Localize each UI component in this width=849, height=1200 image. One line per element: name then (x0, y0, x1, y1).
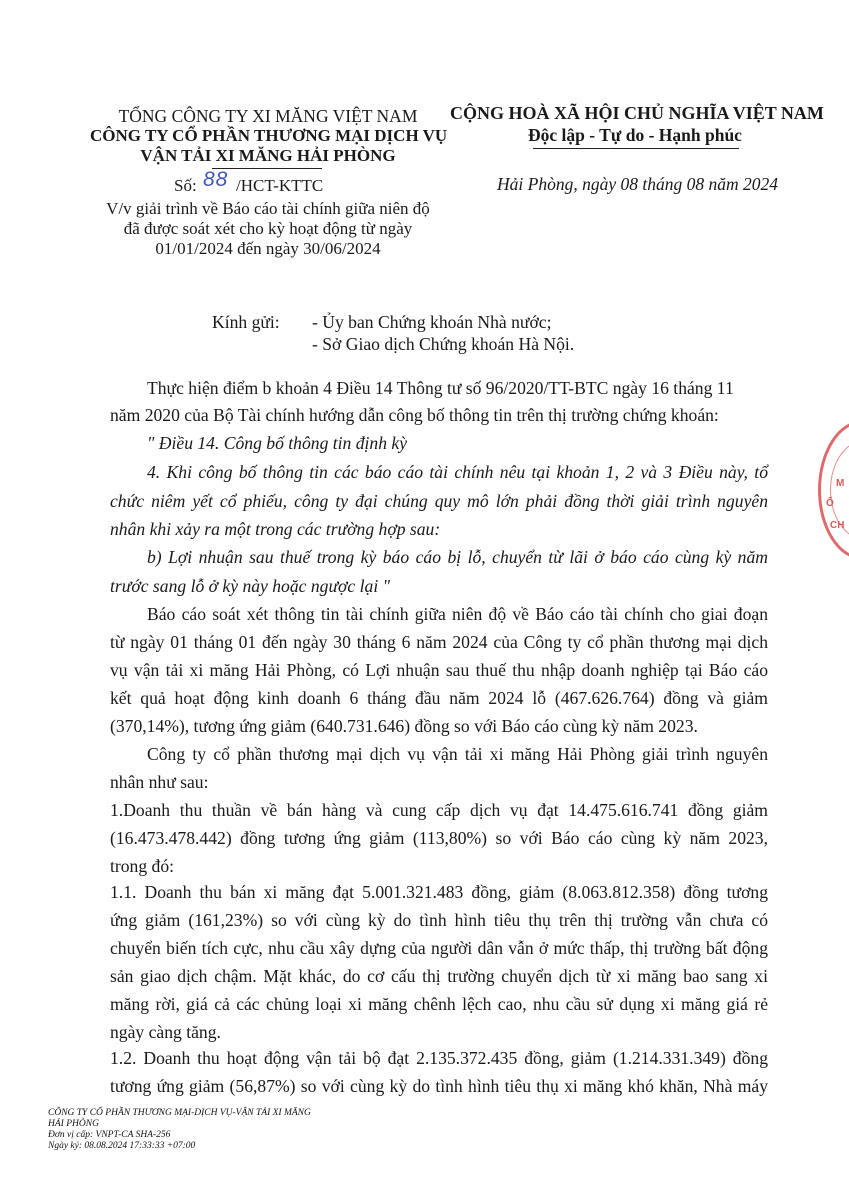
subject-line-1: V/v giải trình về Báo cáo tài chính giữa niên độ (106, 199, 430, 218)
quote-line: chức niêm yết cổ phiếu, công ty đại chúng quy mô lớn phải đồng thời giải trình nguyên (110, 491, 768, 511)
quote-line: 4. Khi công bố thông tin các báo cáo tài chính nêu tại khoản 1, 2 và 3 Điều này, tổ (147, 462, 768, 482)
place-date: Hải Phòng, ngày 08 tháng 08 năm 2024 (497, 174, 778, 194)
subject-line-2: đã được soát xét cho kỳ hoạt động từ ngày (123, 219, 413, 238)
quote-line: " Điều 14. Công bố thông tin định kỳ (147, 433, 408, 453)
doc-number-prefix: Số: (174, 176, 197, 195)
signature-footer-line: CÔNG TY CỔ PHẦN THƯƠNG MẠI-DỊCH VỤ-VẬN TẢI XI MĂNG (48, 1108, 311, 1118)
quote-line: trước sang lỗ ở kỳ này hoặc ngược lại " (110, 576, 390, 596)
motto-underline (533, 148, 739, 149)
quote-line: b) Lợi nhuận sau thuế trong kỳ báo cáo bị lỗ, chuyển từ lãi ở báo cáo cùng kỳ năm (147, 547, 768, 567)
company-name-line2: VẬN TẢI XI MĂNG HẢI PHÒNG (140, 146, 396, 165)
signature-footer-line: Ngày ký: 08.08.2024 17:33:33 +07:00 (48, 1141, 196, 1151)
section-line: tương ứng giảm (56,87%) so với cùng kỳ do tình hình tiêu thụ xi măng khó khăn, Nhà máy (110, 1076, 768, 1096)
body-line: kết quả hoạt động kinh doanh 6 tháng đầu năm 2024 lỗ (467.626.764) đồng và giảm (110, 688, 768, 708)
company-name-line1: CÔNG TY CỔ PHẦN THƯƠNG MẠI DỊCH VỤ (90, 126, 448, 145)
section-line: 1.1. Doanh thu bán xi măng đạt 5.001.321.483 đồng, giảm (8.063.812.358) đồng tương (110, 882, 768, 902)
signature-footer-line: HẢI PHÒNG (48, 1119, 99, 1129)
doc-number-suffix: /HCT-KTTC (236, 176, 324, 195)
company-underline (212, 168, 322, 169)
body-line: Thực hiện điểm b khoản 4 Điều 14 Thông tư số 96/2020/TT-BTC ngày 16 tháng 11 (147, 378, 734, 398)
national-title: CỘNG HOÀ XÃ HỘI CHỦ NGHĨA VIỆT NAM (450, 103, 824, 123)
subject-line-3: 01/01/2024 đến ngày 30/06/2024 (155, 239, 381, 258)
section-line: ngày càng tăng. (110, 1022, 221, 1042)
section-line: ứng giảm (161,23%) so với cùng kỳ do tình hình tiêu thụ trên thị trường vẫn chưa có (110, 910, 768, 930)
recipients-label: Kính gửi: (212, 312, 280, 332)
handwritten-doc-number: 88 (203, 168, 229, 191)
section-line: măng rời, giá cả các chủng loại xi măng chênh lệch cao, nhu cầu sử dụng xi măng giá rẻ (110, 994, 768, 1014)
section-line: sản giao dịch chậm. Mặt khác, do cơ cấu thị trường chuyển dịch từ xi măng bao sang xi (110, 966, 768, 986)
parent-company: TỔNG CÔNG TY XI MĂNG VIỆT NAM (118, 106, 418, 126)
body-line: năm 2020 của Bộ Tài chính hướng dẫn công bố thông tin trên thị trường chứng khoán: (110, 405, 719, 425)
recipient-item: - Ủy ban Chứng khoán Nhà nước; (312, 312, 552, 332)
section-line: 1.Doanh thu thuần về bán hàng và cung cấp dịch vụ đạt 14.475.616.741 đồng giảm (110, 800, 768, 820)
body-line: từ ngày 01 tháng 01 đến ngày 30 tháng 6 năm 2024 của Công ty cổ phần thương mại dịch (110, 632, 768, 652)
body-line: vụ vận tải xi măng Hải Phòng, có Lợi nhuận sau thuế thu nhập doanh nghiệp tại Báo cáo (110, 660, 768, 680)
section-line: chuyển biến tích cực, nhu cầu xây dựng của người dân vẫn ở mức thấp, thị trường bất động (110, 938, 768, 958)
quote-line: nhân khi xảy ra một trong các trường hợp sau: (110, 519, 441, 539)
national-motto: Độc lập - Tự do - Hạnh phúc (528, 125, 742, 145)
recipient-item: - Sở Giao dịch Chứng khoán Hà Nội. (312, 334, 575, 354)
body-line: Công ty cổ phần thương mại dịch vụ vận tải xi măng Hải Phòng giải trình nguyên (147, 744, 768, 764)
body-line: Báo cáo soát xét thông tin tài chính giữa niên độ về Báo cáo tài chính cho giai đoạn (147, 604, 768, 624)
body-line: (370,14%), tương ứng giảm (640.731.646) đồng so với Báo cáo cùng kỳ năm 2023. (110, 716, 698, 736)
signature-footer-line: Đơn vị cấp: VNPT-CA SHA-256 (48, 1130, 171, 1140)
seal-letter: Ổ (826, 498, 834, 509)
section-line: 1.2. Doanh thu hoạt động vận tải bộ đạt 2.135.372.435 đồng, giảm (1.214.331.349) đồng (110, 1048, 768, 1068)
seal-letter: CH (830, 520, 845, 531)
body-line: nhân như sau: (110, 772, 209, 792)
section-line: (16.473.478.442) đồng tương ứng giảm (113,80%) so với Báo cáo cùng kỳ năm 2023, (110, 828, 768, 848)
section-line: trong đó: (110, 856, 175, 876)
seal-letter: M (836, 478, 845, 489)
